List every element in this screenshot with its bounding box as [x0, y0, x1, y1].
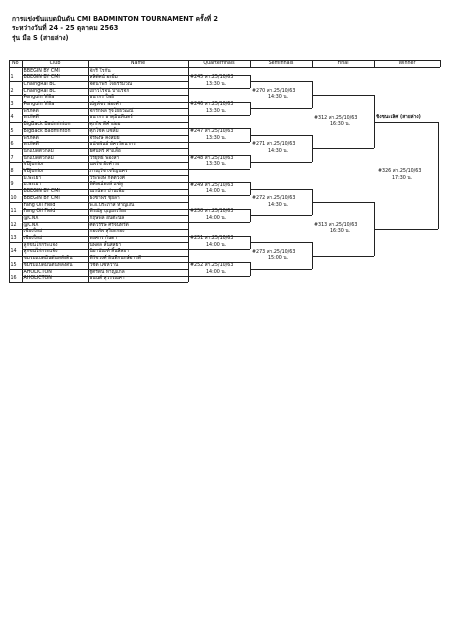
club-name: ชมรมแบดมินตันหลังดิน [23, 262, 73, 268]
qf-match-time: 13:30 น. [206, 135, 227, 141]
club-name: BBEGIN BY CMI [23, 195, 60, 201]
qf-match-time: 14:00 น. [206, 189, 227, 195]
player-name: ศุภโชค แซ่ลิ้ม [89, 128, 119, 134]
tournament-title: การแข่งขันแบดมินตัน CMI BADMINTON TOURNAMENT ครั้งที่ 2 [12, 15, 219, 23]
sf-match-code: #271 สา.25/10/63 [252, 142, 296, 148]
club-name: VBJunior [23, 162, 44, 168]
final-entry-line [312, 148, 374, 149]
club-name: BBEGIN BY CMI [23, 189, 60, 195]
club-name: นักแบดตัวกลม [23, 155, 54, 161]
seed-number: 15 [10, 262, 17, 268]
final-entry-line [312, 95, 374, 96]
sf-match-code: #272 สา.25/10/63 [252, 196, 296, 201]
player-name: นพรัช อ้งคำรง [89, 162, 120, 168]
club-name: @CNX [23, 222, 39, 228]
qf-match-time: 14:00 น. [206, 269, 227, 275]
club-name: Fang Oil Field [23, 202, 56, 208]
final-entry-line [312, 256, 374, 257]
player-name: ธนัชพันธ์ อัครรัตนากร [89, 142, 136, 148]
player-name: วีระพงษ์ กิตติวงศ์ [89, 175, 125, 181]
club-name: BBEGIN BY CMI [23, 75, 60, 81]
club-name: ChaingRai BC [23, 81, 56, 87]
sf-match-time: 15:00 น. [268, 256, 289, 262]
qf-match-time: 13:30 น. [206, 81, 227, 87]
seed-number: 7 [10, 155, 14, 161]
player-name: ธงชาพร ชุยลา [89, 195, 120, 201]
winner-entry-line [374, 122, 438, 123]
qf-match-code: #246 สา.25/10/63 [190, 102, 234, 108]
qf-entry-line [188, 276, 250, 277]
winner-entry-line [374, 229, 438, 230]
col-header-winner: Winner [398, 60, 416, 66]
player-name: ศตวรรษ ศรีจันทร์ดี [89, 222, 129, 228]
club-name: เชียงใหม่ [23, 229, 43, 235]
club-name: ChaingRai BC [23, 88, 56, 94]
sf-entry-line [250, 242, 312, 243]
final-match-time: 16:30 น. [330, 229, 351, 235]
winner-label: ชิงชนะเลิศ (สายล่าง) [376, 115, 421, 121]
player-name: กองทัพ สุริยะกอง [89, 229, 125, 235]
sf-match-time: 14:30 น. [268, 95, 289, 101]
sf-entry-line [250, 135, 312, 136]
sf-entry-line [250, 189, 312, 190]
club-name: ลูกขนไก่กระแจ้ง [23, 242, 58, 248]
seed-number: 5 [10, 128, 14, 134]
player-name: นเรนัทร ปานเพิ่ม [89, 189, 125, 195]
club-name: ชมรมแบดมินตันหลังดิน [23, 256, 73, 262]
sf-match-code: #273 สา.25/10/63 [252, 249, 296, 255]
player-name: พิศิษณ์พงษ์ แซ่ทู [89, 182, 124, 188]
player-name: วิชิต แซ่หวาน [89, 262, 119, 268]
club-name: พรภัคดี [23, 135, 39, 141]
seed-number: 10 [10, 195, 17, 201]
player-name: จีรพงษ์ คงสมัย [89, 135, 120, 141]
club-name: BigBack Badminton [23, 122, 71, 128]
winner-match-time: 17:30 น. [392, 175, 413, 181]
club-name: @CNX [23, 215, 39, 221]
final-entry-line [312, 202, 374, 203]
qf-match-code: #249 สา.25/10/63 [190, 182, 234, 188]
club-name: นักแบดตัวกลม [23, 148, 54, 154]
club-name: BigBack Badminton [23, 128, 71, 134]
seed-number: 11 [10, 209, 17, 215]
club-name: พรภัคดี [23, 142, 39, 148]
qf-match-code: #247 สา.25/10/63 [190, 129, 234, 134]
qf-entry-line [188, 169, 250, 170]
qf-match-code: #250 สา.25/10/63 [190, 209, 234, 215]
qf-match-time: 13:30 น. [206, 108, 227, 114]
club-name: ม.พะเยา [23, 182, 42, 188]
seed-number: 8 [10, 169, 14, 174]
qf-entry-line [188, 115, 250, 116]
player-name: วิรยุทธ์ พ่องสา [89, 155, 120, 161]
final-match-time: 16:30 น. [330, 122, 351, 128]
club-name: พรภัคดี [23, 108, 39, 114]
qf-match-code: #251 สา.25/10/63 [190, 236, 234, 242]
player-name: ยศันทร์ คำแลื้อ [89, 148, 121, 154]
final-match-code: #313 สา.25/10/63 [314, 222, 358, 228]
seed-number: 3 [10, 102, 14, 107]
club-name: เชียงใหม่ [23, 236, 43, 241]
qf-entry-line [188, 142, 250, 143]
date-range: ระหว่างวันที่ 24 - 25 ตุลาคม 2563 [12, 24, 119, 32]
player-name: พ.อ.ประภาส หาญเงิน [89, 202, 135, 208]
seed-number: 1 [10, 75, 14, 81]
player-name: นิยาบัณฑ์ สิ้นสีสยา [89, 249, 129, 255]
qf-match-code: #252 สา.25/10/63 [190, 263, 234, 268]
qf-match-time: 14:00 น. [206, 242, 227, 248]
qf-match-code: #248 สา.25/10/63 [190, 155, 234, 161]
player-name: ธนากร ธาดุมินทีนทร์ [89, 115, 133, 121]
player-name: เยาวโรจน์ ปาแรจัก [89, 88, 130, 94]
club-name: AHOLICTON [23, 269, 52, 275]
club-name: พรภัคดี [23, 115, 39, 121]
qf-match-time: 13:30 น. [206, 162, 227, 168]
seed-number: 13 [10, 236, 17, 241]
winner-connector [438, 122, 439, 229]
col-header-semifinals: Semifinals [268, 60, 294, 66]
player-name: จักรี โรกัน [89, 68, 111, 74]
sf-entry-line [250, 269, 312, 270]
winner-match-code: #326 สา.25/10/63 [378, 169, 422, 175]
club-name: AHOLICTON [23, 276, 52, 282]
player-name: จักรีกพล รุจิโยธวัฒณ์ [89, 108, 134, 114]
club-name: ม.พะเยา [23, 175, 42, 181]
col-header-no: No [12, 60, 19, 66]
player-name: ณัฐพัชร พ่องคำ [89, 102, 122, 107]
player-name: กฤษพล อินต๊ะนิล [89, 215, 125, 221]
club-name: ลูกขนไก่กระแจ้ง [23, 249, 58, 255]
sf-match-time: 14:30 น. [268, 148, 289, 154]
col-header-final: Final [337, 60, 349, 66]
player-name: พีรัชวงศ์ อินทีกนกษ์อารดี [89, 256, 141, 262]
seed-number: 14 [10, 249, 17, 255]
club-name: Penguin Villa [23, 95, 55, 101]
sf-match-time: 14:30 น. [268, 202, 289, 208]
qf-entry-line [188, 195, 250, 196]
player-name: พีรณัฐ บุญมะเรือง [89, 209, 127, 215]
sf-entry-line [250, 81, 312, 82]
division-label: รุ่น มือ S (สายล่าง) [12, 34, 69, 42]
col-header-quarterfinals: Quarterfinals [203, 60, 235, 66]
seed-number: 16 [10, 276, 17, 282]
qf-entry-line [188, 88, 250, 89]
player-name: พงศกร กันดา [89, 236, 118, 241]
seed-number: 4 [10, 115, 14, 121]
player-name: ศุภกิจ ดีคำย่อย [89, 122, 121, 128]
sf-entry-line [250, 215, 312, 216]
seed-number: 9 [10, 182, 14, 188]
qf-match-code: #245 สา.25/10/63 [190, 75, 234, 81]
player-name: ลลิตัศน์ อะยิ่ม [89, 75, 118, 81]
club-name: VBJunior [23, 169, 44, 174]
player-name: จิตนาพร ใจธรรมวณ [89, 81, 133, 87]
player-name: ภาณุวัช เจริญนคร [89, 169, 128, 174]
player-name: ฐิติรัตน์ หาญแกล [89, 269, 125, 275]
col-header-name: Name [130, 60, 146, 66]
col-header-club: Club [49, 60, 61, 66]
seed-number: 12 [10, 222, 17, 228]
sf-match-code: #270 สา.25/10/63 [252, 88, 296, 94]
qf-entry-line [188, 249, 250, 250]
seed-number: 6 [10, 142, 14, 148]
sf-entry-line [250, 108, 312, 109]
player-name: ธนากร โพธิ [89, 95, 115, 101]
club-name: Penguin Villa [23, 102, 55, 107]
qf-entry-line [188, 222, 250, 223]
club-name: BBEGIN BY CMI [23, 68, 60, 74]
final-match-code: #312 สา.25/10/63 [314, 115, 358, 121]
sf-entry-line [250, 162, 312, 163]
qf-match-time: 14:00 น. [206, 215, 227, 221]
club-name: Fang Oil Field [23, 209, 56, 215]
seed-number: 2 [10, 88, 14, 94]
player-name: นพดล ลิ้นสีสยา [89, 242, 122, 248]
player-name: ธนนต์ สุวรรณศา [89, 276, 125, 282]
